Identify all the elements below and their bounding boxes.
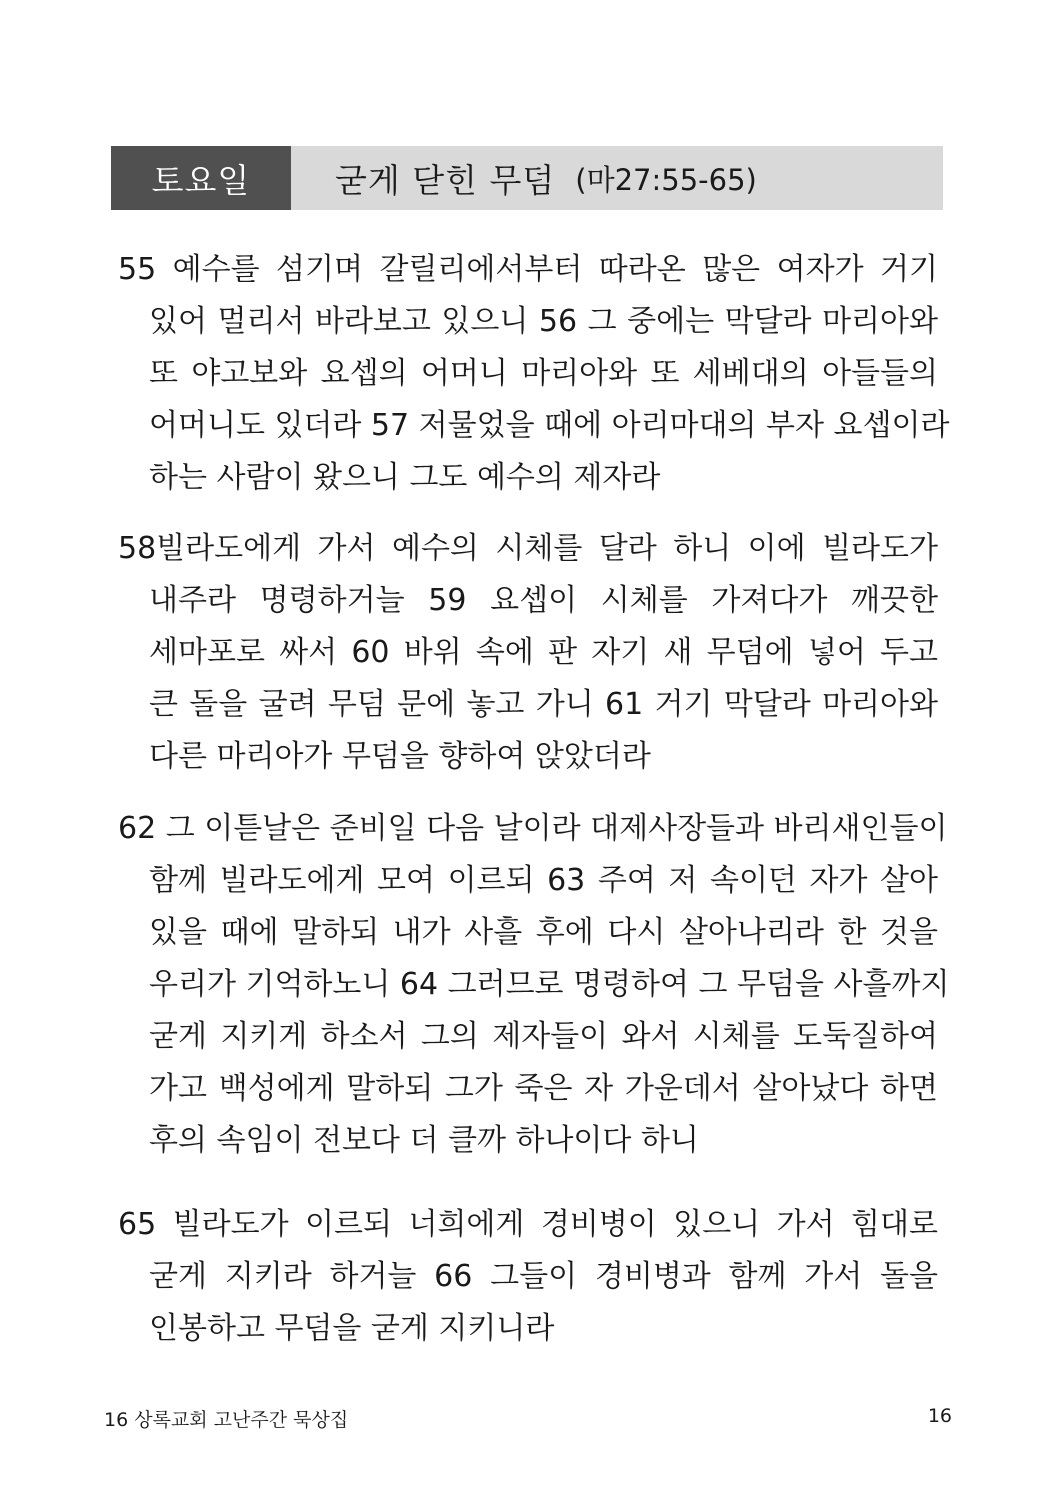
verse-paragraph bbox=[118, 244, 950, 504]
footer-book-title: 16 상록교회 고난주간 묵상집 bbox=[104, 1409, 349, 1431]
section-header bbox=[111, 146, 943, 210]
verse-line: 큰 돌을 굴려 무덤 문에 놓고 가니 61 거기 막달라 마리아와 bbox=[149, 687, 938, 722]
verse-line: 65 빌라도가 이르되 너희에게 경비병이 있으니 가서 힘대로 bbox=[118, 1207, 938, 1242]
verse-line: 세마포로 싸서 60 바위 속에 판 자기 새 무덤에 넣어 두고 bbox=[149, 635, 938, 670]
verse-line: 굳게 지키라 하거늘 66 그들이 경비병과 함께 가서 돌을 bbox=[149, 1259, 938, 1294]
verse-line: 58빌라도에게 가서 예수의 시체를 달라 하니 이에 빌라도가 bbox=[118, 531, 938, 566]
title-box bbox=[291, 146, 943, 210]
verse-line: 어머니도 있더라 57 저물었을 때에 아리마대의 부자 요셉이라 bbox=[149, 408, 950, 443]
verse-line: 굳게 지키게 하소서 그의 제자들이 와서 시체를 도둑질하여 bbox=[149, 1019, 938, 1054]
verse-line: 가고 백성에게 말하되 그가 죽은 자 가운데서 살아났다 하면 bbox=[149, 1071, 938, 1106]
page-title: 굳게 닫힌 무덤 bbox=[335, 160, 556, 200]
verse-line: 있을 때에 말하되 내가 사흘 후에 다시 살아나리라 한 것을 bbox=[149, 915, 938, 950]
verse-line: 함께 빌라도에게 모여 이르되 63 주여 저 속이던 자가 살아 bbox=[149, 863, 938, 898]
verse-line: 내주라 명령하거늘 59 요셉이 시체를 가져다가 깨끗한 bbox=[149, 583, 938, 618]
verse-line: 하는 사람이 왔으니 그도 예수의 제자라 bbox=[149, 460, 661, 495]
verse-paragraph bbox=[118, 1199, 938, 1355]
verse-paragraph bbox=[118, 803, 950, 1167]
day-label: 토요일 bbox=[111, 146, 291, 210]
verse-line: 다른 마리아가 무덤을 향하여 앉았더라 bbox=[149, 739, 651, 774]
verse-line: 후의 속임이 전보다 더 클까 하나이다 하니 bbox=[149, 1123, 699, 1158]
scripture-reference: (마27:55-65) bbox=[575, 162, 757, 197]
page-number: 16 bbox=[927, 1405, 952, 1427]
verse-line: 우리가 기억하노니 64 그러므로 명령하여 그 무덤을 사흘까지 bbox=[149, 967, 950, 1002]
verse-paragraph bbox=[118, 523, 938, 783]
verse-line: 62 그 이튿날은 준비일 다음 날이라 대제사장들과 바리새인들이 bbox=[118, 811, 948, 846]
verse-line: 있어 멀리서 바라보고 있으니 56 그 중에는 막달라 마리아와 bbox=[149, 304, 938, 339]
verse-line: 인봉하고 무덤을 굳게 지키니라 bbox=[149, 1311, 555, 1346]
verse-line: 또 야고보와 요셉의 어머니 마리아와 또 세베대의 아들들의 bbox=[149, 356, 938, 391]
verse-line: 55 예수를 섬기며 갈릴리에서부터 따라온 많은 여자가 거기 bbox=[118, 252, 938, 287]
